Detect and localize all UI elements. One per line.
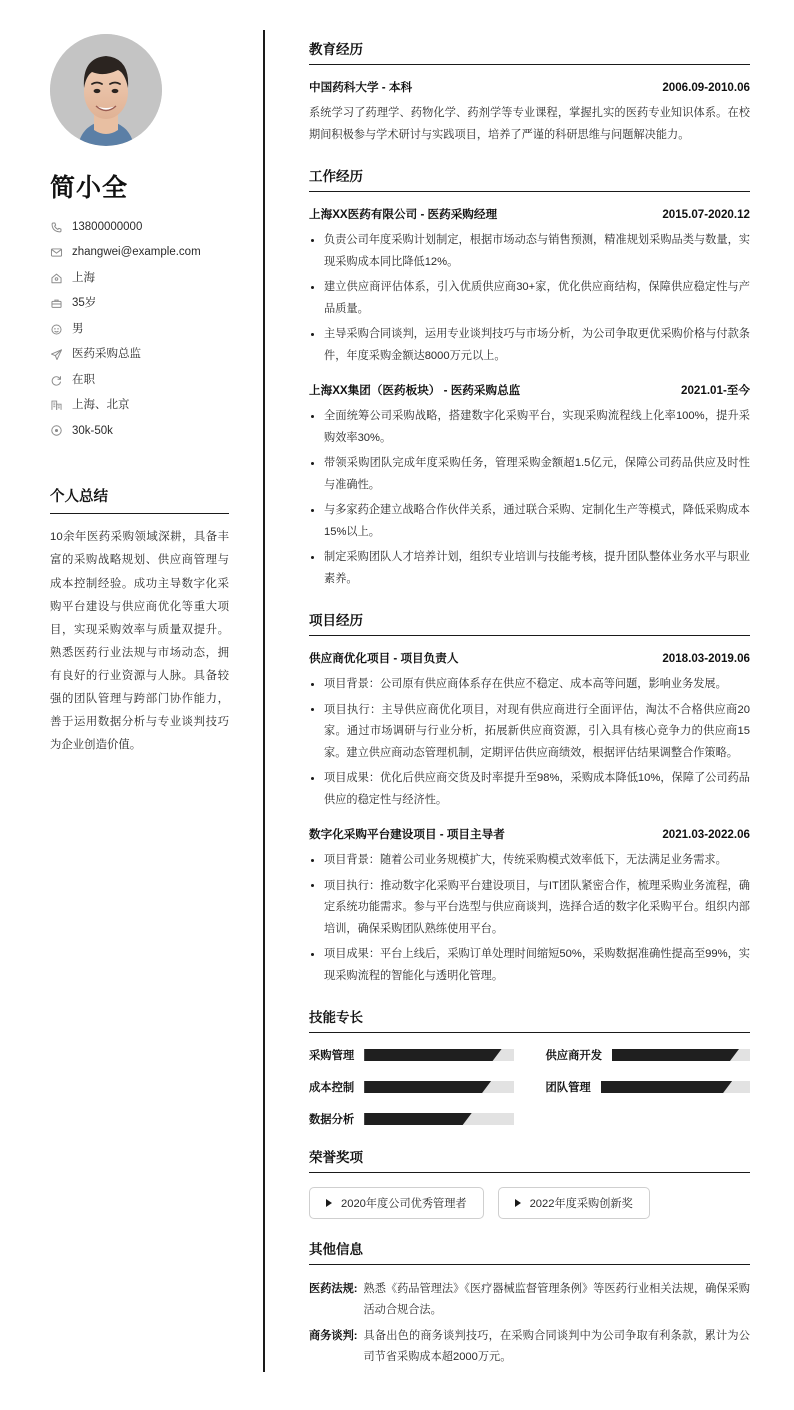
contact-value: zhangwei@example.com [72,246,201,259]
skill-label: 团队管理 [545,1082,591,1094]
section-projects [309,609,750,987]
summary-text: 10余年医药采购领域深耕，具备丰富的采购战略规划、供应商管理与成本控制经验。成功主导数字化采购平台建设与供应商优化等重大项目，实现采购效率与质量双提升。熟悉医药行业法规与市场动态，拥有良好的行业资源与人脉。具备较强的团队管理与跨部门协作能力，善于运用数据分析与专业谈判技巧为企业创造价值。 [50,531,229,751]
other-item [309,1326,750,1369]
home-icon [50,272,63,285]
work-entry [309,382,750,590]
skill-item [546,1047,751,1063]
education-heading: 教育经历 [309,38,750,65]
briefcase-icon [50,297,63,310]
skill-label: 供应商开发 [545,1050,602,1062]
awards-row [309,1187,750,1219]
other-label: 商务谈判: [309,1329,358,1342]
skill-item [309,1111,514,1127]
contact-value: 30k-50k [72,424,113,437]
list-item: 项目背景：随着公司业务规模扩大，传统采购模式效率低下，无法满足业务需求。 [309,850,750,872]
list-item: 项目执行：推动数字化采购平台建设项目，与IT团队紧密合作，梳理采购业务流程，确定系统功能需求。参与平台选型与供应商谈判，选择合适的数字化采购平台。组织内部培训，确保采购团队熟练使用平台。 [309,876,750,941]
page-title: 简小全 [50,174,129,202]
refresh-icon [50,374,63,387]
list-item: 全面统筹公司采购战略，搭建数字化采购平台，实现采购流程线上化率100%，提升采购效率30%。 [309,406,750,449]
list-item: 负责公司年度采购计划制定，根据市场动态与销售预测，精准规划采购品类与数量，实现采购成本同比降低12%。 [309,230,750,273]
entry-title: 中国药科大学 - 本科 [309,81,413,94]
gender-icon [50,323,63,336]
entry-header [309,650,750,666]
entry-header [309,826,750,842]
triangle-right-icon [515,1199,521,1207]
other-value: 熟悉《药品管理法》《医疗器械监督管理条例》等医药行业相关法规，确保采购活动合规合法。 [363,1283,750,1317]
list-item: 制定采购团队人才培养计划，组织专业培训与技能考核，提升团队整体业务水平与职业素养。 [309,547,750,590]
list-item: 主导采购合同谈判，运用专业谈判技巧与市场分析，为公司争取更优采购价格与付款条件，年度采购金额达8000万元以上。 [309,324,750,367]
projects-heading: 项目经历 [309,609,750,636]
list-item: 项目成果：平台上线后，采购订单处理时间缩短50%，采购数据准确性提高至99%，实现采购流程的智能化与透明化管理。 [309,944,750,987]
work-heading: 工作经历 [309,165,750,192]
skill-progress-track [601,1081,750,1093]
contact-item-phone [50,220,229,235]
skill-item [546,1079,751,1095]
skill-progress-track [364,1049,513,1061]
skill-label: 成本控制 [309,1082,355,1094]
contact-item-location [50,271,229,286]
avatar [50,34,162,146]
phone-icon [50,221,63,234]
bullet-list [309,230,750,367]
list-item: 与多家药企建立战略合作伙伴关系，通过联合采购、定制化生产等模式，降低采购成本15%以上。 [309,500,750,543]
contact-item-age [50,296,229,311]
skill-progress-fill [364,1081,491,1093]
contact-item-status [50,373,229,388]
contact-value: 上海 [72,271,95,284]
award-label: 2022年度采购创新奖 [529,1198,633,1210]
contact-item-gender [50,322,229,337]
list-item: 建立供应商评估体系，引入优质供应商30+家，优化供应商结构，保障供应稳定性与产品质量。 [309,277,750,320]
contact-item-position [50,347,229,362]
coin-icon [50,424,63,437]
section-skills [309,1006,750,1127]
project-entry [309,826,750,987]
skills-heading: 技能专长 [309,1006,750,1033]
section-awards [309,1146,750,1219]
entry-date: 2015.07-2020.12 [662,208,750,221]
contact-value: 在职 [72,373,95,386]
other-list [309,1279,750,1368]
entry-date: 2021.01-至今 [681,384,750,397]
other-label: 医药法规: [309,1283,358,1295]
award-label: 2020年度公司优秀管理者 [341,1198,467,1210]
award-chip [309,1187,484,1219]
list-item: 项目成果：优化后供应商交货及时率提升至98%，采购成本降低10%，保障了公司药品供应的稳定性与经济性。 [309,768,750,811]
building-icon [50,399,63,412]
entry-title: 上海XX医药有限公司 - 医药采购经理 [309,208,498,221]
skill-progress-fill [601,1081,732,1093]
entry-title: 数字化采购平台建设项目 - 项目主导者 [309,828,505,841]
skills-grid [309,1047,750,1127]
entry-header [309,206,750,222]
contact-value: 13800000000 [72,221,143,233]
skill-label: 数据分析 [309,1114,355,1126]
skill-progress-fill [364,1049,501,1061]
entry-header [309,382,750,398]
entry-description: 系统学习了药理学、药物化学、药剂学等专业课程，掌握扎实的医药专业知识体系。在校期间积极参与学术研讨与实践项目，培养了严谨的科研思维与问题解决能力。 [309,107,750,141]
contact-value: 35岁 [72,297,97,310]
contact-list [50,220,229,438]
work-entry [309,206,750,367]
portrait-photo-icon [50,34,162,146]
award-chip [498,1187,650,1219]
list-item: 项目背景：公司原有供应商体系存在供应不稳定、成本高等问题，影响业务发展。 [309,674,750,696]
bullet-list [309,406,750,590]
contact-item-cities [50,398,229,413]
awards-heading: 荣誉奖项 [309,1146,750,1173]
paper-plane-icon [50,348,63,361]
education-entry [309,79,750,146]
skill-item [309,1079,514,1095]
summary-heading: 个人总结 [50,485,229,514]
skill-progress-fill [612,1049,739,1061]
list-item: 带领采购团队完成年度采购任务，管理采购金额超1.5亿元，保障公司药品供应及时性与准确性。 [309,453,750,496]
entry-header [309,79,750,95]
project-entry [309,650,750,811]
column-divider [263,30,265,1372]
contact-value: 医药采购总监 [72,348,141,361]
section-education [309,38,750,146]
entry-date: 2021.03-2022.06 [662,828,750,841]
list-item: 项目执行：主导供应商优化项目，对现有供应商进行全面评估，淘汰不合格供应商20家。通过市场调研与行业分析，拓展新供应商资源，引入具有核心竞争力的供应商15家。建立供应商动态管理机制，定期评估供应商绩效，根据评估结果调整合作策略。 [309,700,750,765]
main-column [263,0,794,1410]
entry-date: 2018.03-2019.06 [662,652,750,665]
bullet-list [309,674,750,811]
other-value: 具备出色的商务谈判技巧，在采购合同谈判中为公司争取有利条款，累计为公司节省采购成本超2000万元。 [363,1329,750,1363]
contact-item-salary [50,424,229,439]
sidebar [0,0,263,1410]
entry-date: 2006.09-2010.06 [662,81,750,94]
skill-item [309,1047,514,1063]
contact-value: 上海、北京 [72,399,130,412]
section-work [309,165,750,590]
entry-title: 上海XX集团（医药板块） - 医药采购总监 [309,384,521,397]
section-other [309,1238,750,1368]
skill-progress-track [364,1081,513,1093]
contact-item-email [50,245,229,260]
contact-value: 男 [72,322,84,335]
skill-progress-fill [364,1113,471,1125]
other-heading: 其他信息 [309,1238,750,1265]
other-item [309,1279,750,1322]
envelope-icon [50,246,63,259]
skill-progress-track [612,1049,750,1061]
skill-progress-track [364,1113,513,1125]
bullet-list [309,850,750,987]
section-summary [50,485,229,756]
skill-label: 采购管理 [309,1050,355,1062]
triangle-right-icon [326,1199,332,1207]
entry-title: 供应商优化项目 - 项目负责人 [309,652,459,665]
